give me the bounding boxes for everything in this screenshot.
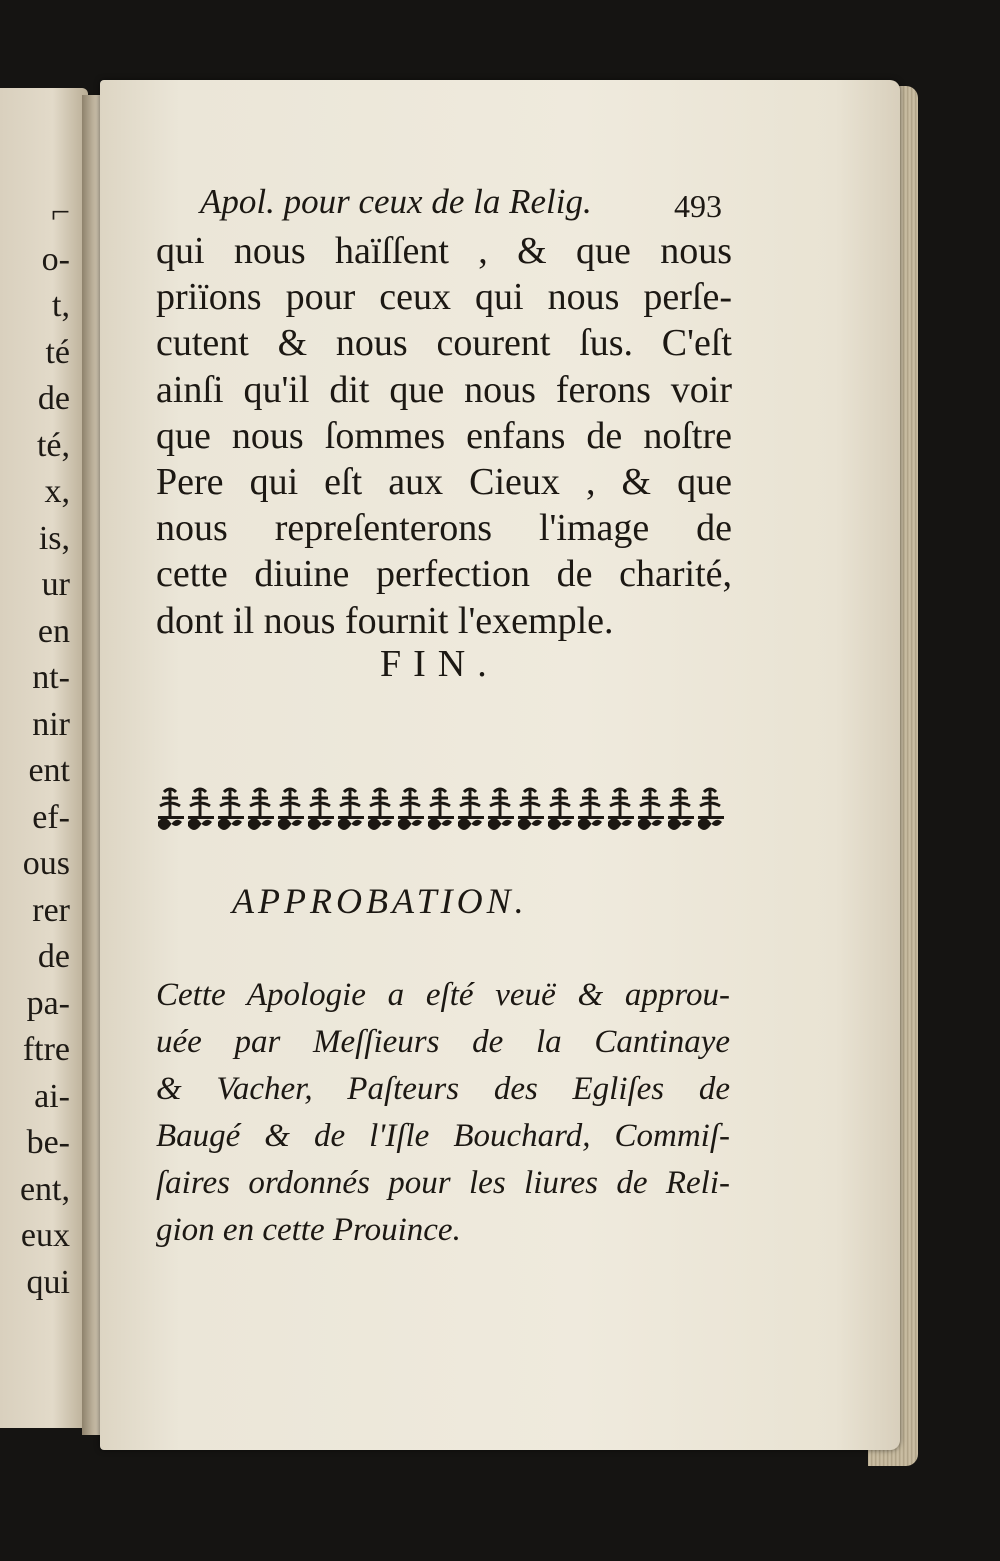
page-number: 493 — [674, 188, 722, 224]
text-line: dont il nous fournit l'exemple. — [156, 599, 614, 642]
approbation-text — [156, 972, 730, 1254]
left-page-text — [0, 190, 70, 1306]
text-line: cutent & nous courent ſus. C'eſt — [156, 322, 732, 365]
text-line: ſaires ordonnés pour les liures de Reli- — [156, 1165, 730, 1201]
left-fragment: ent, — [19, 1170, 70, 1208]
left-fragment: ⌐ — [50, 194, 70, 231]
text-line: que nous ſommes enfans de noſtre — [156, 414, 732, 457]
running-head: Apol. pour ceux de la Relig. — [200, 182, 592, 221]
left-fragment: ftre — [22, 1031, 70, 1068]
text-line: gion en cette Prouince. — [156, 1212, 461, 1248]
text-line: Cette Apologie a eſté veuë & approu- — [156, 977, 730, 1013]
left-fragment: o- — [41, 240, 70, 278]
text-line: & Vacher, Paſteurs des Egliſes de — [156, 1071, 730, 1107]
body-text — [156, 228, 732, 644]
left-fragment: ur — [41, 566, 70, 603]
text-line: Baugé & de l'Iſle Bouchard, Commiſ- — [156, 1118, 730, 1154]
left-fragment: x, — [44, 473, 70, 510]
left-fragment: eux — [20, 1217, 70, 1254]
left-fragment: t, — [52, 287, 70, 324]
left-fragment: rer — [32, 891, 70, 929]
text-line: cette diuine perfection de charité, — [156, 553, 732, 596]
text-line: ainſi qu'il dit que nous ferons voir — [156, 368, 732, 411]
text-line: qui nous haïſſent , & que nous — [156, 230, 732, 272]
fin-heading: FIN. — [380, 643, 499, 685]
left-fragment: de — [37, 380, 70, 417]
left-fragment: be- — [26, 1124, 70, 1161]
text-line: priïons pour ceux qui nous perſe- — [156, 276, 732, 319]
text-line: Pere qui eſt aux Cieux , & que — [156, 461, 732, 504]
left-fragment: ent — [28, 752, 70, 789]
left-fragment: té, — [36, 426, 70, 464]
left-fragment: is, — [38, 519, 70, 557]
ornament-band-icon — [156, 786, 730, 834]
left-fragment: de — [37, 938, 70, 975]
left-fragment: qui — [26, 1263, 70, 1301]
text-line: nous repreſenterons l'image de — [156, 507, 732, 550]
text-line: uée par Meſſieurs de la Cantinaye — [156, 1024, 730, 1060]
left-fragment: nir — [32, 705, 70, 743]
left-fragment: té — [45, 333, 70, 371]
left-fragment: en — [37, 612, 70, 650]
left-fragment: ef- — [32, 798, 70, 836]
left-fragment: nt- — [32, 659, 70, 696]
left-fragment: ous — [22, 845, 70, 882]
approbation-heading: APPROBATION. — [232, 881, 528, 921]
left-fragment: pa- — [26, 984, 70, 1022]
left-fragment: ai- — [34, 1077, 70, 1115]
